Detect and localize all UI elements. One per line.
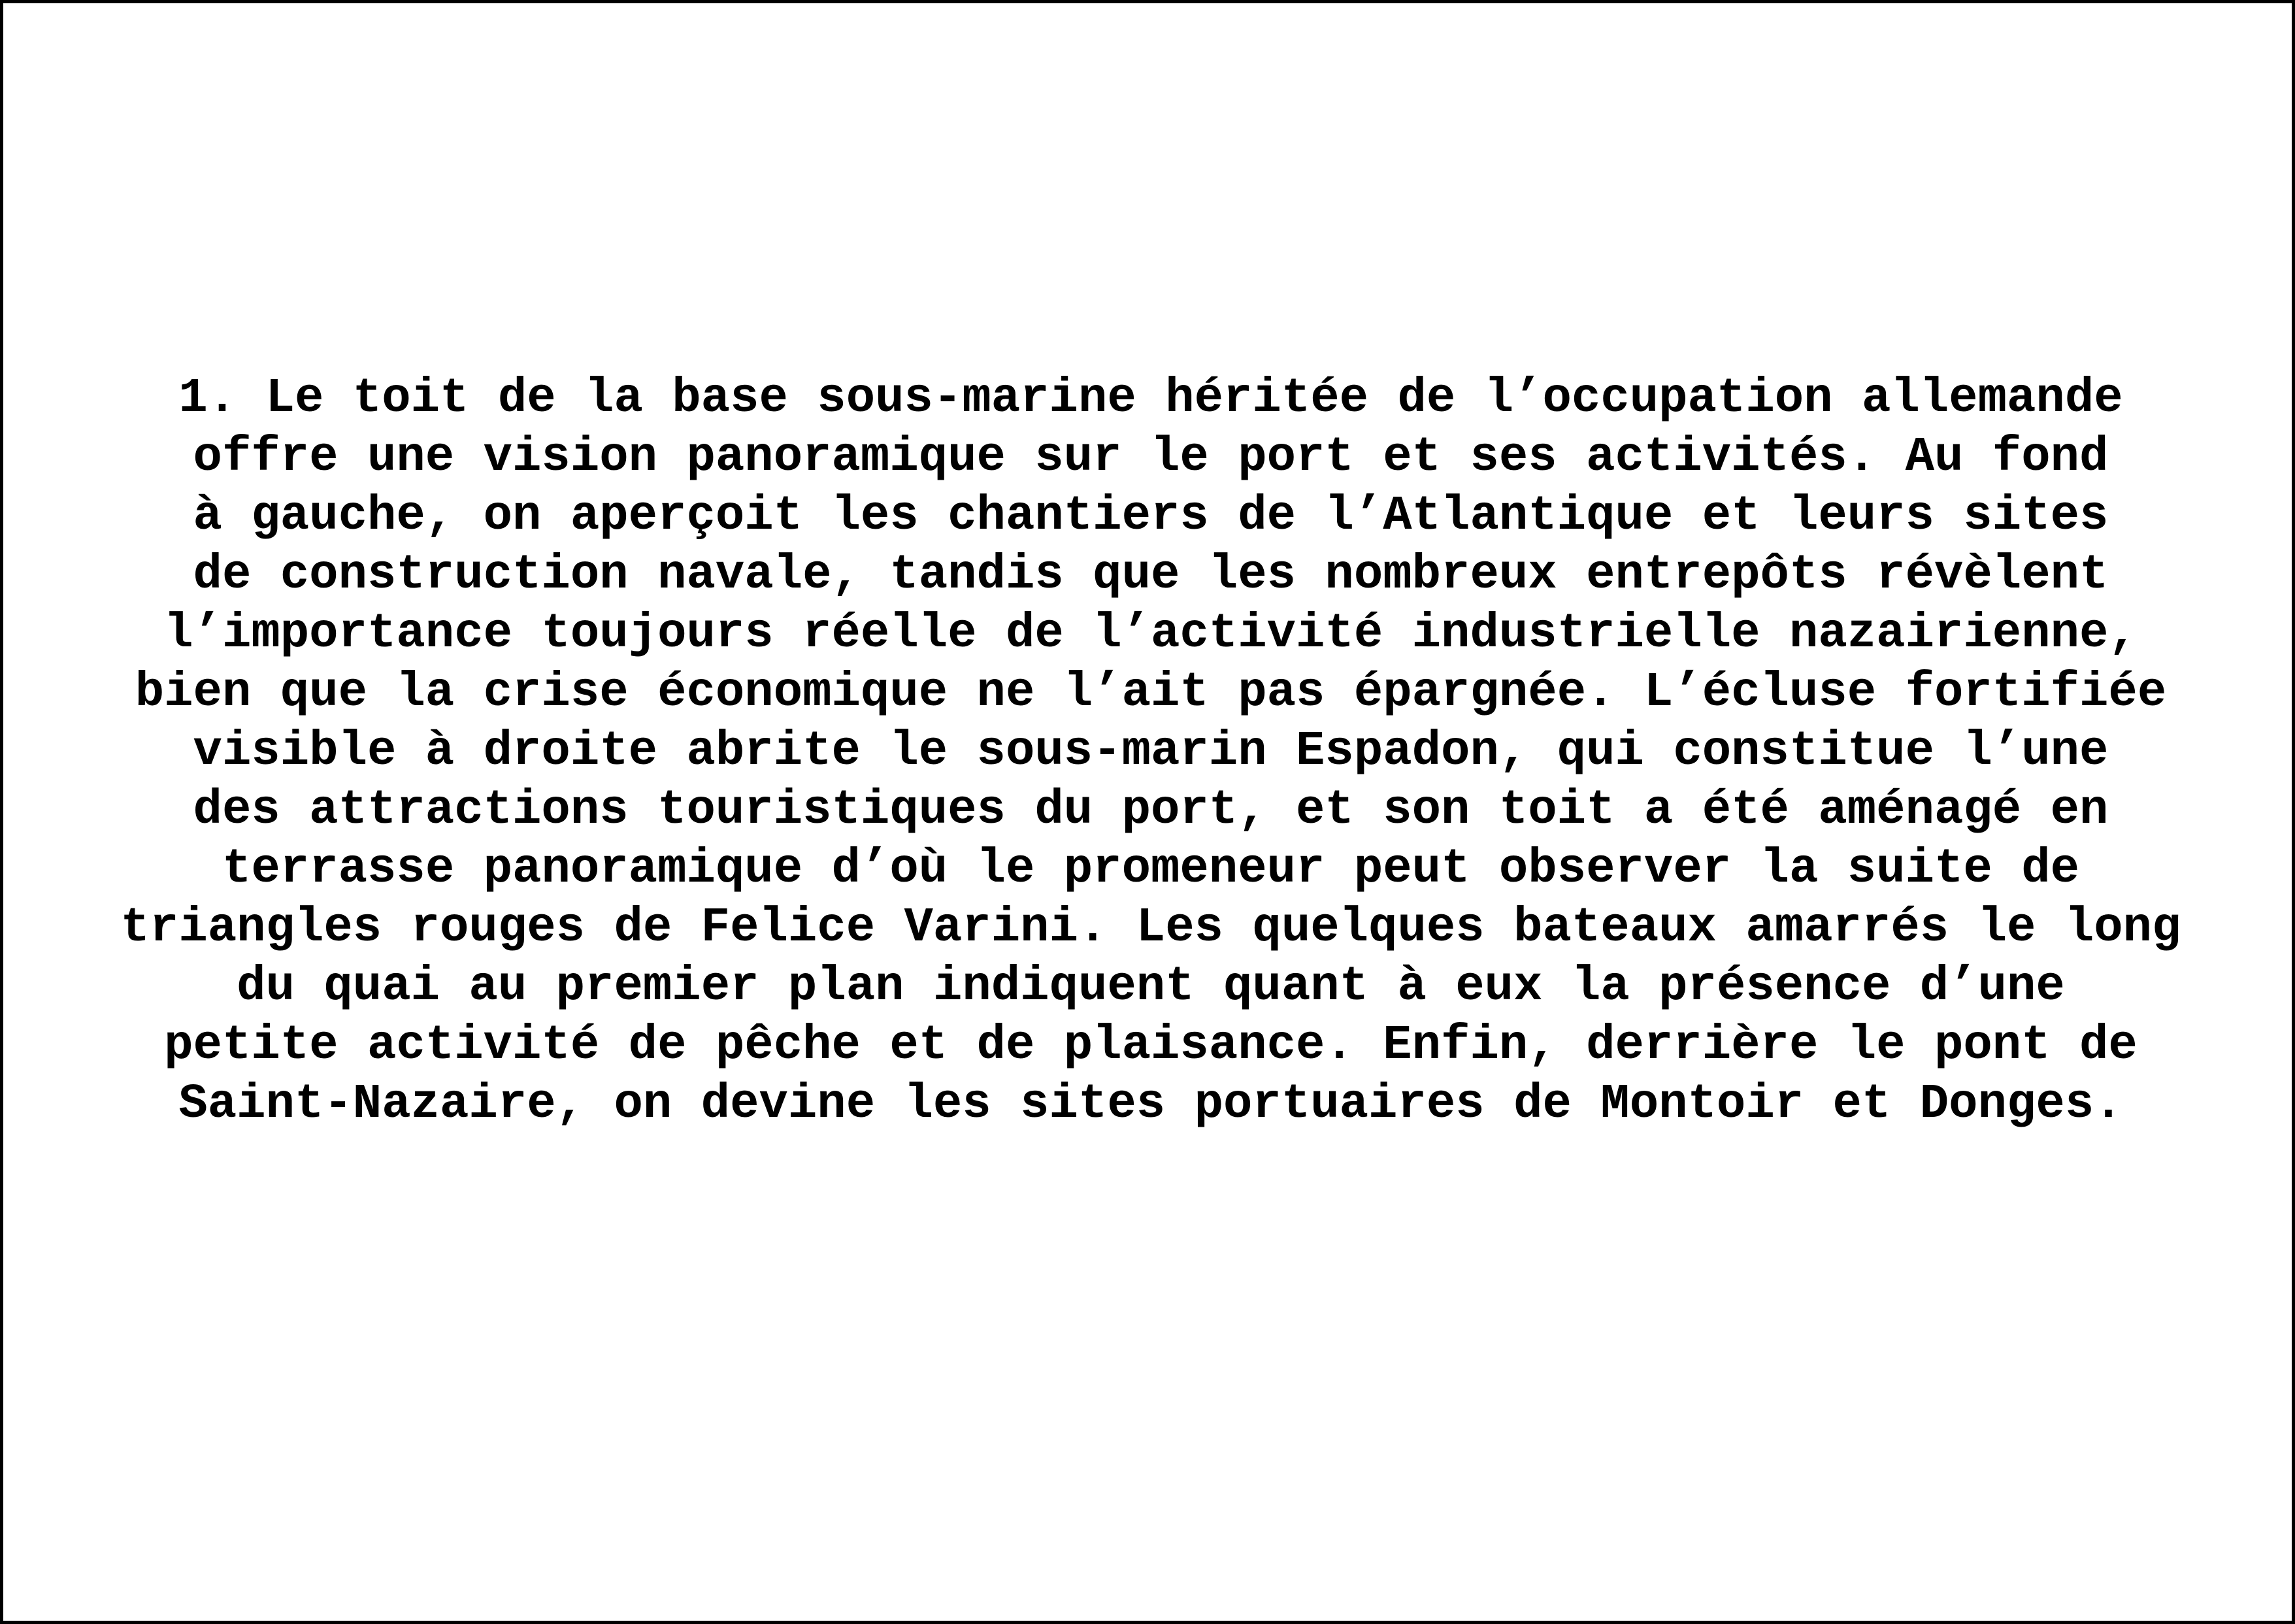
caption-line: triangles rouges de Felice Varini. Les quelques bateaux amarrés le long — [120, 901, 2181, 955]
caption-paragraph — [3, 369, 2295, 1134]
caption-line: 1. Le toit de la base sous-marine héritée de l’occupation allemande — [178, 371, 2123, 426]
caption-line: visible à droite abrite le sous-marin Espadon, qui constitue l’une — [193, 724, 2109, 779]
caption-line: offre une vision panoramique sur le port et ses activités. Au fond — [193, 430, 2109, 485]
caption-line: terrasse panoramique d’où le promeneur peut observer la suite de — [222, 842, 2080, 897]
caption-line: petite activité de pêche et de plaisance. Enfin, derrière le pont de — [164, 1018, 2138, 1073]
caption-line: du quai au premier plan indiquent quant à eux la présence d’une — [237, 959, 2065, 1014]
caption-line: de construction navale, tandis que les nombreux entrepôts révèlent — [193, 548, 2109, 603]
caption-line: Saint-Nazaire, on devine les sites portuaires de Montoir et Donges. — [178, 1077, 2123, 1132]
caption-line: des attractions touristiques du port, et son toit a été aménagé en — [193, 783, 2109, 838]
caption-line: l’importance toujours réelle de l’activité industrielle nazairienne, — [164, 606, 2138, 661]
caption-line: à gauche, on aperçoit les chantiers de l’Atlantique et leurs sites — [193, 489, 2109, 544]
caption-line: bien que la crise économique ne l’ait pas épargnée. L’écluse fortifiée — [135, 665, 2167, 720]
